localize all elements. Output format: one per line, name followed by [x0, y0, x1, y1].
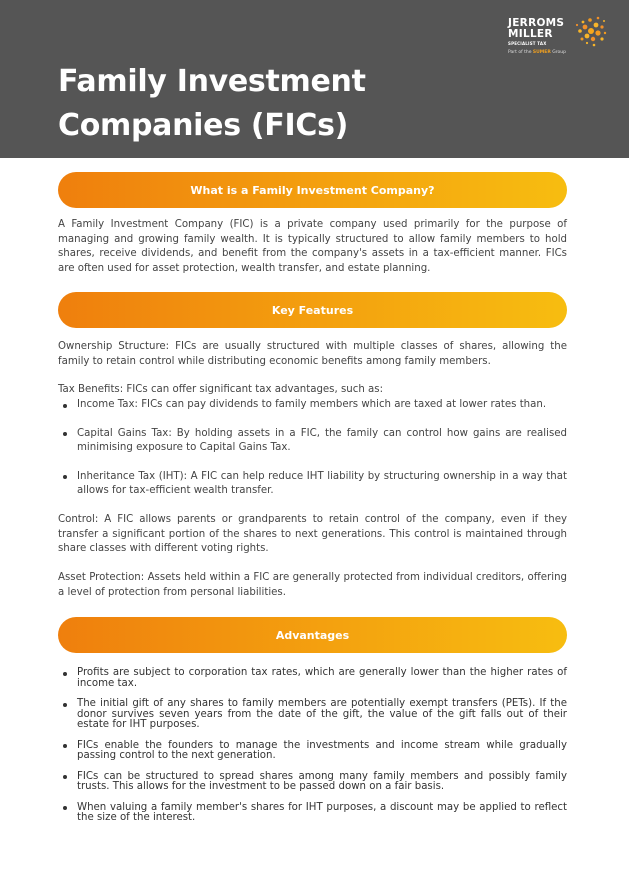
dot-burst-icon [574, 14, 608, 48]
list-item: The initial gift of any shares to family members are potentially exempt transfers (PETs). If the donor survives seven years from the date of the gift, the value of the gift falls out of their estate for IHT purposes. [58, 699, 567, 731]
section-heading-advantages: Advantages [58, 617, 567, 653]
list-item: Income Tax: FICs can pay dividends to family members which are taxed at lower rates than. [58, 398, 567, 413]
company-logo [508, 14, 608, 58]
logo-wordmark [508, 18, 564, 40]
asset-protection-paragraph: Asset Protection: Assets held within a FIC are generally protected from individual creditors, offering a level of protection from personal liabilities. [58, 572, 567, 598]
logo-line-1: JERROMS [508, 17, 565, 29]
logo-tagline: SPECIALIST TAX [508, 41, 547, 46]
tax-benefits-list [58, 398, 567, 499]
list-item: Inheritance Tax (IHT): A FIC can help reduce IHT liability by structuring ownership in a way that allows for tax-efficient wealth transfer. [58, 470, 567, 499]
group-suffix: Group [550, 50, 566, 55]
page-title [58, 60, 366, 148]
ownership-paragraph: Ownership Structure: FICs are usually structured with multiple classes of shares, allowing the family to retain control while distributing economic benefits among family members. [58, 341, 567, 367]
control-paragraph: Control: A FIC allows parents or grandparents to retain control of the company, even if they transfer a significant portion of the shares to next generations. This control is maintained through share classes with different voting rights. [58, 514, 567, 554]
advantages-list [58, 668, 567, 824]
intro-paragraph: A Family Investment Company (FIC) is a private company used primarily for the purpose of managing and growing family wealth. It is typically structured to allow family members to hold shares, receive dividends, and benefit from the company's assets in a tax-efficient manner. FICs are often used for asset protection, wealth transfer, and estate planning. [58, 219, 567, 274]
logo-group-text [508, 50, 566, 55]
group-prefix: Part of the [508, 50, 533, 55]
header-banner [0, 0, 629, 158]
title-line-2: Companies (FICs) [58, 108, 349, 143]
section-heading-key-features: Key Features [58, 292, 567, 328]
logo-line-2: MILLER [508, 28, 553, 40]
list-item: When valuing a family member's shares for IHT purposes, a discount may be applied to reflect the size of the interest. [58, 803, 567, 824]
list-item: FICs can be structured to spread shares among many family members and possibly family trusts. This allows for the investment to be passed down on a fair basis. [58, 772, 567, 793]
list-item: Capital Gains Tax: By holding assets in a FIC, the family can control how gains are realised minimising exposure to Capital Gains Tax. [58, 427, 567, 456]
list-item: Profits are subject to corporation tax rates, which are generally lower than the higher rates of income tax. [58, 668, 567, 689]
section-heading-what-is: What is a Family Investment Company? [58, 172, 567, 208]
title-line-1: Family Investment [58, 64, 366, 99]
group-name: SUMER [532, 50, 551, 55]
list-item: FICs enable the founders to manage the investments and income stream while gradually passing control to the next generation. [58, 741, 567, 762]
tax-benefits-intro: Tax Benefits: FICs can offer significant tax advantages, such as: [58, 384, 384, 395]
